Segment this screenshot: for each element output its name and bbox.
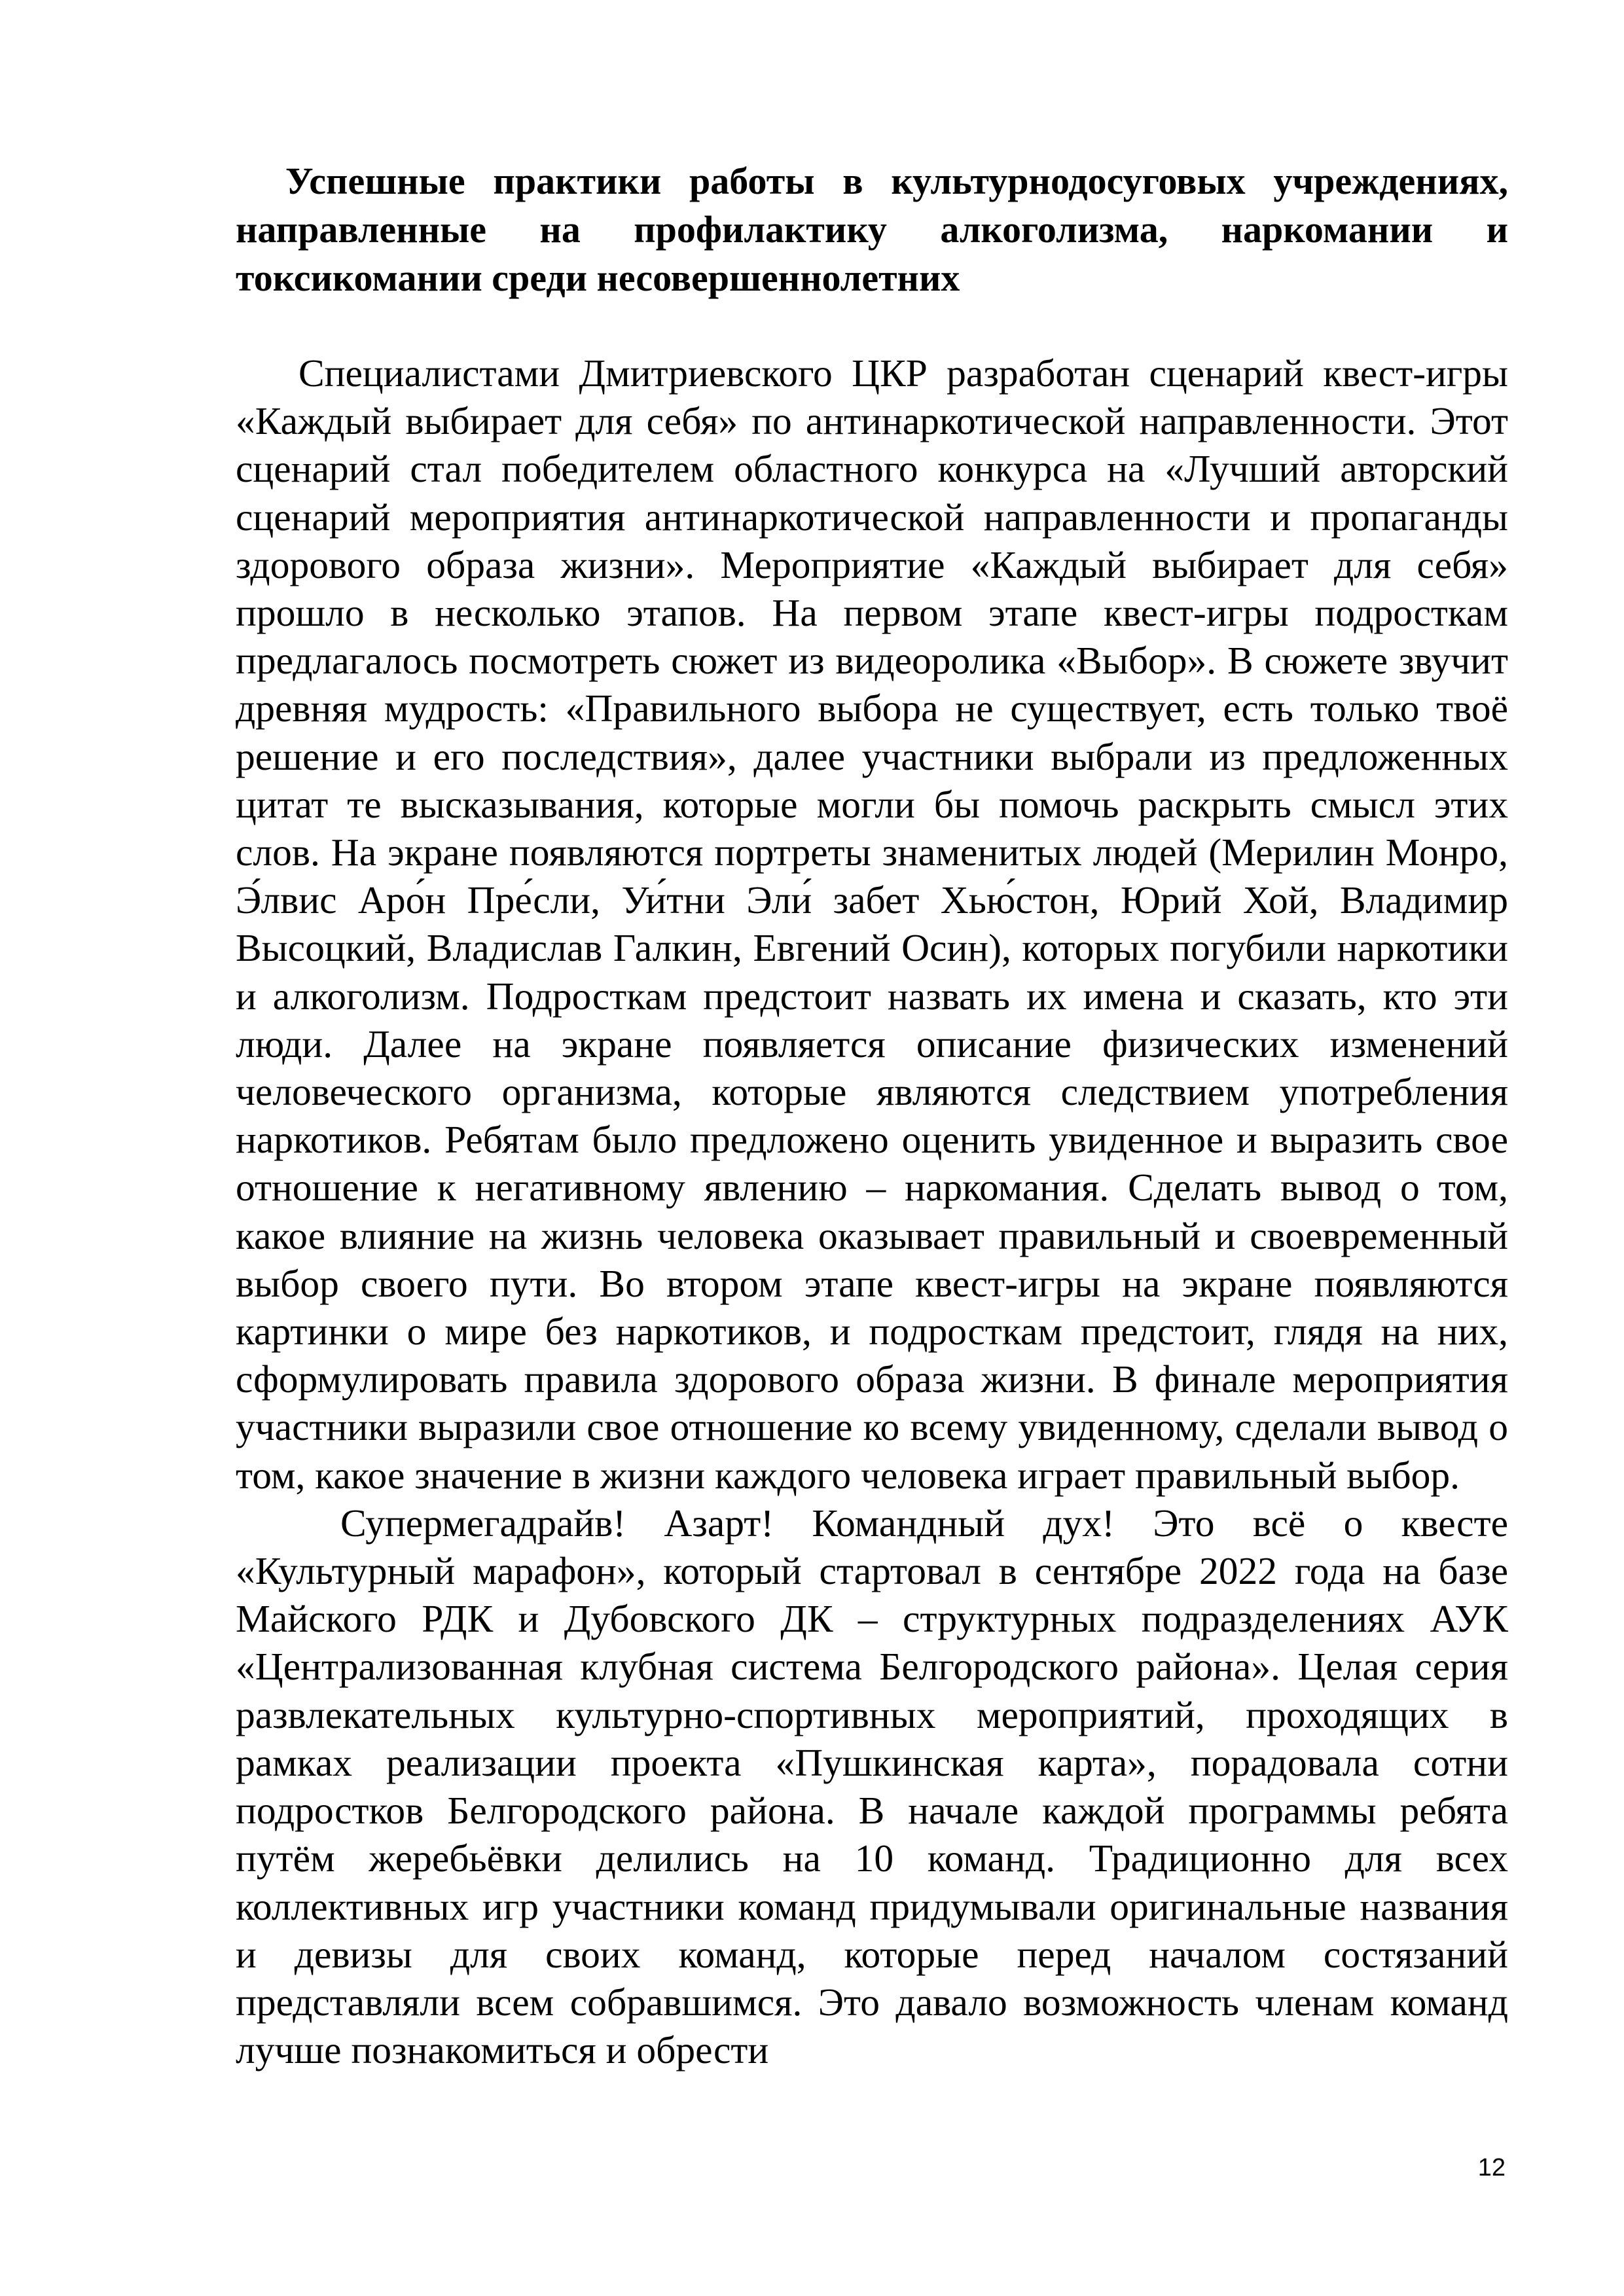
document-title: Успешные практики работы в культурнодосуговых учреждениях, направленные на профилактику алкоголизма, наркомании и токсикомании среди несовершеннолетних	[236, 160, 1508, 299]
paragraph-cultural-marathon: Супермегадрайв! Азарт! Командный дух! Это всё о квесте «Культурный марафон», который стартовал в сентябре 2022 года на базе Майского РДК и Дубовского ДК – структурных подразделениях АУК «Централизованная клубная система Белгородского района». Целая серия развлекательных культурно-спортивных мероприятий, проходящих в рамках реализации проекта «Пушкинская карта», порадовала сотни подростков Белгородского района. В начале каждой программы ребята путём жеребьёвки делились на 10 команд. Традиционно для всех коллективных игр участники команд придумывали оригинальные названия и девизы для своих команд, которые перед началом состязаний представляли всем собравшимся. Это давало возможность членам команд лучше познакомиться и обрести	[236, 1501, 1508, 2072]
page-number: 12	[1477, 2154, 1506, 2181]
paragraph-quest-game: Специалистами Дмитриевского ЦКР разработан сценарий квест-игры «Каждый выбирает для себя» по антинаркотической направленности. Этот сценарий стал победителем областного конкурса на «Лучший авторский сценарий мероприятия антинаркотической направленности и пропаганды здорового образа жизни». Мероприятие «Каждый выбирает для себя» прошло в несколько этапов. На первом этапе квест-игры подросткам предлагалось посмотреть сюжет из видеоролика «Выбор». В сюжете звучит древняя мудрость: «Правильного выбора не существует, есть только твоё решение и его последствия», далее участники выбрали из предложенных цитат те высказывания, которые могли бы помочь раскрыть смысл этих слов. На экране появляются портреты знаменитых людей (Мерилин Монро, Э́лвис Аро́н Пре́сли, Уи́тни Эли́ забет Хью́стон, Юрий Хой, Владимир Высоцкий, Владислав Галкин, Евгений Осин), которых погубили наркотики и алкоголизм. Подросткам предстоит назвать их имена и сказать, кто эти люди. Далее на экране появляется описание физических изменений человеческого организма, которые являются следствием употребления наркотиков. Ребятам было предложено оценить увиденное и выразить свое отношение к негативному явлению – наркомания. Сделать вывод о том, какое влияние на жизнь человека оказывает правильный и своевременный выбор своего пути. Во втором этапе квест-игры на экране появляются картинки о мире без наркотиков, и подросткам предстоит, глядя на них, сформулировать правила здорового образа жизни. В финале мероприятия участники выразили свое отношение ко всему увиденному, сделали вывод о том, какое значение в жизни каждого человека играет правильный выбор.	[236, 351, 1508, 1497]
document-page	[236, 157, 1508, 2074]
